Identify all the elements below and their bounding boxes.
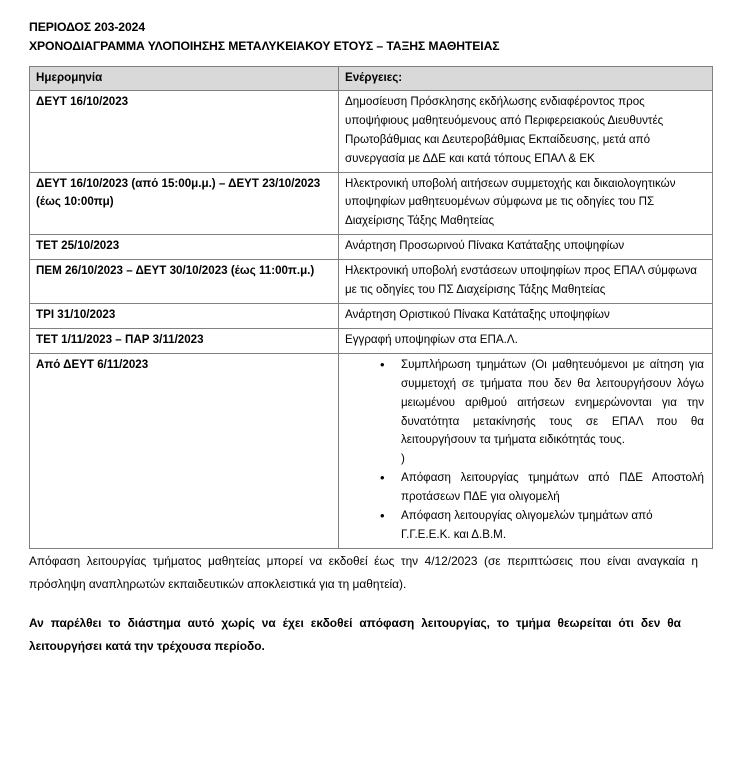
cell-action-bullets bbox=[339, 353, 713, 548]
document-heading bbox=[29, 18, 710, 55]
cell-date: ΠΕΜ 26/10/2023 – ΔΕΥΤ 30/10/2023 (έως 11:00π.μ.) bbox=[30, 260, 339, 304]
list-item bbox=[380, 356, 707, 469]
cell-date: ΔΕΥΤ 16/10/2023 (από 15:00μ.μ.) – ΔΕΥΤ 23/10/2023 (έως 10:00πμ) bbox=[30, 172, 339, 235]
table-row bbox=[30, 90, 713, 172]
cell-action: Εγγραφή υποψηφίων στα ΕΠΑ.Λ. bbox=[339, 328, 713, 353]
table-row bbox=[30, 260, 713, 304]
table-row-bullets bbox=[30, 353, 713, 548]
cell-action: Ηλεκτρονική υποβολή αιτήσεων συμμετοχής και δικαιολογητικών υποψηφίων μαθητευομένων σύμφωνα με τις οδηγίες του ΠΣ Διαχείρισης Τάξης Μαθητείας bbox=[339, 172, 713, 235]
list-item-text: Απόφαση λειτουργίας τμημάτων από ΠΔΕ Αποστολή προτάσεων ΠΔΕ για ολιγομελή bbox=[401, 471, 704, 504]
cell-date: ΔΕΥΤ 16/10/2023 bbox=[30, 90, 339, 172]
list-item-text: Απόφαση λειτουργίας ολιγομελών τμημάτων από Γ.Γ.Ε.Ε.Κ. και Δ.Β.Μ. bbox=[401, 509, 653, 541]
footer-closing-note: Αν παρέλθει το διάστημα αυτό χωρίς να έχει εκδοθεί απόφαση λειτουργίας, το τμήμα θεωρείται ότι δεν θα λειτουργήσει κατά την τρέχουσα περίοδο. bbox=[29, 616, 681, 654]
table-row bbox=[30, 172, 713, 235]
table-body bbox=[30, 90, 713, 548]
footer-note: Απόφαση λειτουργίας τμήματος μαθητείας μπορεί να εκδοθεί έως την 4/12/2023 (σε περιπτώσεις που είναι αναγκαία η πρόσληψη αναπληρωτών εκπαιδευτικών αποκλειστικά για τη μαθητεία). bbox=[29, 553, 698, 591]
cell-action: Δημοσίευση Πρόσκλησης εκδήλωσης ενδιαφέροντος προς υποψήφιους μαθητευόμενους από Περιφερειακούς Διευθυντές Πρωτοβάθμιας και Δευτεροβάθμιας Εκπαίδευσης, μετά από συνεργασία με ΔΔΕ και κατά τόπους ΕΠΑΛ & ΕΚ bbox=[339, 90, 713, 172]
bullet-list bbox=[345, 356, 707, 545]
table-header-row bbox=[30, 67, 713, 91]
table-row bbox=[30, 303, 713, 328]
list-item-closing-paren: ) bbox=[401, 452, 405, 466]
table-header bbox=[30, 67, 713, 91]
column-header-date: Ημερομηνία bbox=[30, 67, 339, 91]
cell-date: ΤΡΙ 31/10/2023 bbox=[30, 303, 339, 328]
list-item bbox=[380, 469, 707, 507]
list-item bbox=[380, 507, 707, 545]
cell-date: ΤΕΤ 1/11/2023 – ΠΑΡ 3/11/2023 bbox=[30, 328, 339, 353]
table-row bbox=[30, 235, 713, 260]
schedule-title-line: ΧΡΟΝΟΔΙΑΓΡΑΜΜΑ ΥΛΟΠΟΙΗΣΗΣ ΜΕΤΑΛΥΚΕΙΑΚΟΥ ΕΤΟΥΣ – ΤΑΞΗΣ ΜΑΘΗΤΕΙΑΣ bbox=[29, 38, 500, 53]
list-item-text: Συμπλήρωση τμημάτων (Οι μαθητευόμενοι με αίτηση για συμμετοχή σε τμήματα που δεν θα λειτουργήσουν λόγω μειωμένου αριθμού αιτήσεων ενημερώνονται για την δυνατότητα μετακίνησής τους σε ΕΠΑΛ που θα λειτουργήσουν τα τμήματα ειδικότητάς τους. bbox=[401, 357, 704, 447]
cell-date: Από ΔΕΥΤ 6/11/2023 bbox=[30, 353, 339, 548]
schedule-table bbox=[29, 66, 713, 549]
cell-date: ΤΕΤ 25/10/2023 bbox=[30, 235, 339, 260]
cell-action: Ηλεκτρονική υποβολή ενστάσεων υποψηφίων προς ΕΠΑΛ σύμφωνα με τις οδηγίες του ΠΣ Διαχείρισης Τάξης Μαθητείας bbox=[339, 260, 713, 304]
cell-action: Ανάρτηση Οριστικού Πίνακα Κατάταξης υποψηφίων bbox=[339, 303, 713, 328]
column-header-action: Ενέργειες: bbox=[339, 67, 713, 91]
table-row bbox=[30, 328, 713, 353]
period-title-line: ΠΕΡΙΟΔΟΣ 203-2024 bbox=[29, 20, 146, 34]
cell-action: Ανάρτηση Προσωρινού Πίνακα Κατάταξης υποψηφίων bbox=[339, 235, 713, 260]
